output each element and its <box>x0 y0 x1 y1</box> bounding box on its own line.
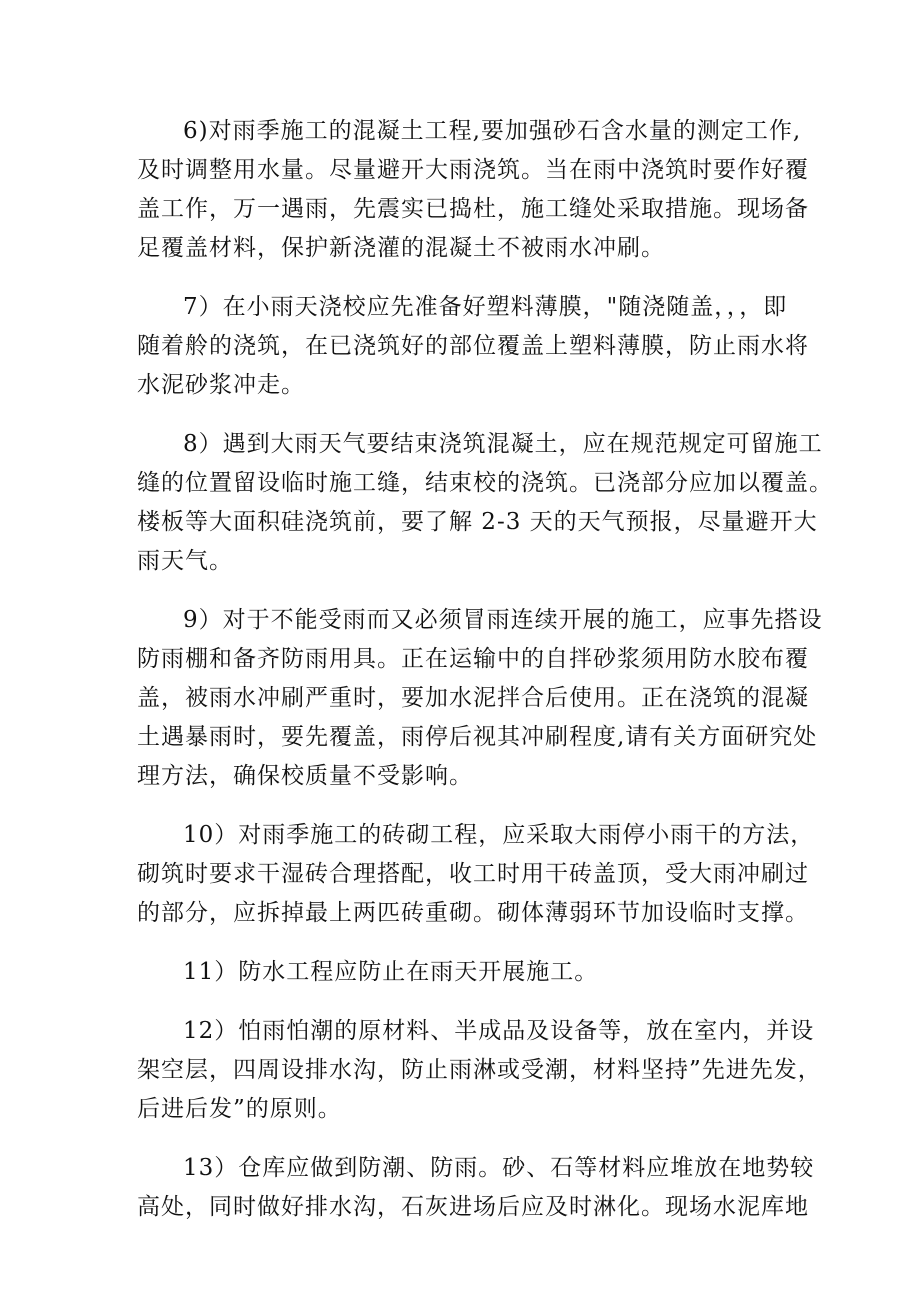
paragraph-line: 架空层，四周设排水沟，防止雨淋或受潮，材料坚持”先进先发， <box>137 1057 822 1083</box>
paragraph-line: 6)对雨季施工的混凝土工程,要加强砂石含水量的测定工作, <box>183 118 802 144</box>
paragraph-line: 理方法，确保校质量不受影响。 <box>137 763 473 789</box>
paragraph-12 <box>137 1012 822 1129</box>
paragraph-line: 13）仓库应做到防潮、防雨。砂、石等材料应堆放在地势较 <box>183 1155 815 1181</box>
paragraph-8 <box>137 425 833 581</box>
paragraph-line: 及时调整用水量。尽量避开大雨浇筑。当在雨中浇筑时要作好覆 <box>137 157 809 183</box>
document-body <box>137 112 833 1247</box>
paragraph-line: 10）对雨季施工的砖砌工程，应采取大雨停小雨干的方法， <box>183 822 815 848</box>
paragraph-line: 盖，被雨水冲刷严重时，要加水泥拌合后使用。正在浇筑的混凝 <box>137 685 809 711</box>
paragraph-10 <box>137 816 817 933</box>
paragraph-line: 水泥砂浆冲走。 <box>137 372 305 398</box>
paragraph-line: 的部分，应拆掉最上两匹砖重砌。砌体薄弱环节加设临时支撑。 <box>137 900 809 926</box>
paragraph-9 <box>137 601 823 796</box>
paragraph-line: 足覆盖材料，保护新浇灌的混凝土不被雨水冲刷。 <box>137 235 665 261</box>
paragraph-line: 8）遇到大雨天气要结束浇筑混凝土，应在规范规定可留施工 <box>183 431 823 457</box>
paragraph-line: 11）防水工程应防止在雨天开展施工。 <box>183 959 599 985</box>
paragraph-line: 随着舲的浇筑，在已浇筑好的部位覆盖上塑料薄膜，防止雨水将 <box>137 333 809 359</box>
paragraph-13 <box>137 1149 817 1227</box>
paragraph-7 <box>137 288 817 405</box>
paragraph-11 <box>137 953 817 992</box>
paragraph-line: 12）怕雨怕潮的原材料、半成品及设备等，放在室内，并设 <box>183 1018 815 1044</box>
paragraph-line: 防雨棚和备齐防雨用具。正在运输中的自拌砂浆须用防水胶布覆 <box>137 646 809 672</box>
paragraph-line: 后进后发”的原则。 <box>137 1096 342 1122</box>
paragraph-6 <box>137 112 817 268</box>
paragraph-line: 雨天气。 <box>137 548 233 574</box>
paragraph-line: 楼板等大面积硅浇筑前，要了解 2-3 天的天气预报，尽量避开大 <box>137 509 818 535</box>
paragraph-line: 缝的位置留设临时施工缝，结束校的浇筑。已浇部分应加以覆盖。 <box>137 470 833 496</box>
paragraph-line: 9）对于不能受雨而又必须冒雨连续开展的施工，应事先搭设 <box>183 607 823 633</box>
paragraph-line: 砌筑时要求干湿砖合理搭配，收工时用干砖盖顶，受大雨冲刷过 <box>137 861 809 887</box>
paragraph-line: 高处，同时做好排水沟，石灰进场后应及时淋化。现场水泥库地 <box>137 1194 809 1220</box>
paragraph-line: 土遇暴雨时，要先覆盖，雨停后视其冲刷程度,请有关方面研究处 <box>137 724 818 750</box>
paragraph-line: 盖工作，万一遇雨，先震实已捣杜，施工缝处采取措施。现场备 <box>137 196 809 222</box>
paragraph-line: 7）在小雨天浇校应先准备好塑料薄膜，"随浇随盖，，，即 <box>183 294 788 320</box>
